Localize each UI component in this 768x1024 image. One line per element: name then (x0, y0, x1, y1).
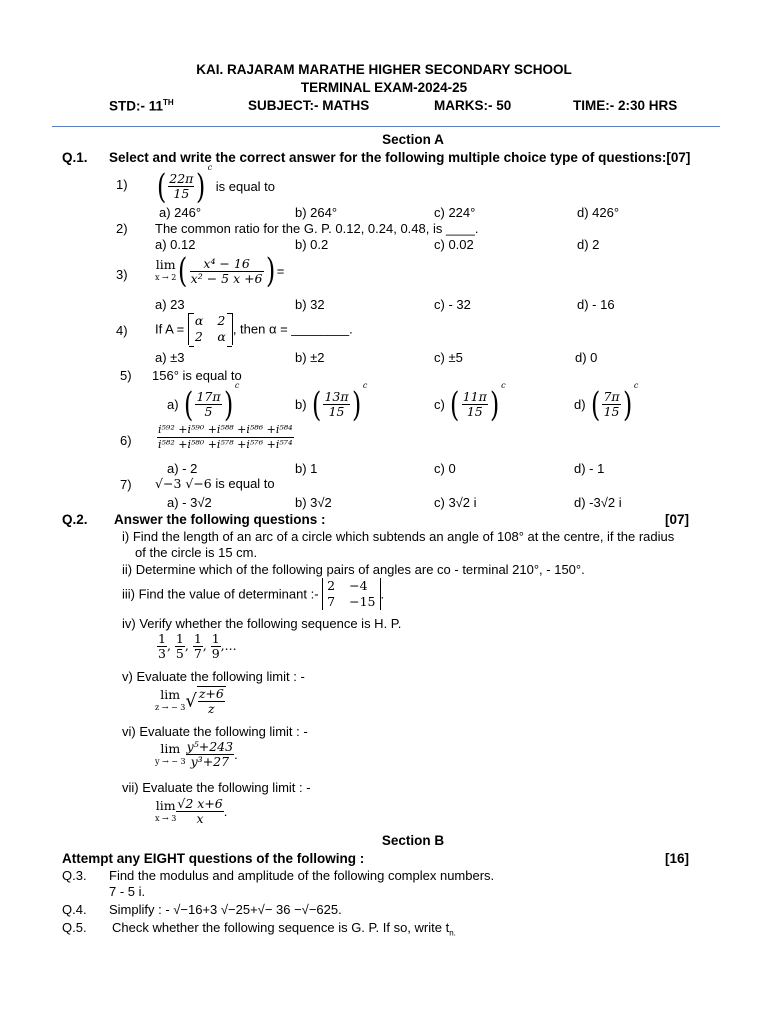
q1-item-7-option-c: c) 3√2 i (434, 495, 477, 510)
marks-label: MARKS:- 50 (434, 98, 512, 113)
q1-item-2-option-c: c) 0.02 (434, 237, 474, 252)
q1-item-1-number: 1) (116, 177, 128, 192)
q1-item-5-option-c: c) ( $\frac{11\pi}{15}$ ) $^c$ (434, 381, 506, 425)
std-label: STD:- 11TH (109, 98, 174, 114)
hp-sequence: $\frac{1}{3}$ , $\frac{1}{5}$ , $\frac{1}{7}$ , $\frac{1}{9}$ ,... (158, 631, 237, 661)
q2-part-iii: iii) Find the value of determinant :- 2 −4 7 −15 . (122, 578, 385, 609)
q1-item-2-option-b: b) 0.2 (295, 237, 329, 252)
section-a-title: Section A (382, 132, 444, 147)
q1-item-2-text: The common ratio for the G. P. 0.12, 0.24, 0.48, is ____. (155, 221, 479, 236)
school-name: KAI. RAJARAM MARATHE HIGHER SECONDARY SCHOOL (196, 62, 572, 77)
q2-part-ii: ii) Determine which of the following pairs of angles are co - terminal 210°, - 150°. (122, 562, 585, 577)
q1-item-3-option-b: b) 32 (295, 297, 325, 312)
section-b-marks: [16] (665, 851, 690, 866)
subject-label: SUBJECT:- MATHS (248, 98, 370, 113)
q2-number: Q.2. (62, 512, 88, 527)
q2-part-iv: iv) Verify whether the following sequence is H. P. (122, 616, 402, 631)
q2-part-vii-expression: lim x → 3 $\frac{√2 x+6}{x}$ . (155, 796, 228, 826)
q3-complex-number: 7 - 5 i. (109, 884, 146, 899)
q1-item-1-option-d: d) 426° (577, 205, 620, 220)
q1-item-3-expression: lim x → 2 ( $\frac{\text{x⁴ − 16}}{\text{x² − 5 x +6}}$ ) = (155, 251, 285, 291)
q1-item-4-option-d: d) 0 (575, 350, 598, 365)
q2-text: Answer the following questions : (114, 512, 326, 527)
q3-text: Find the modulus and amplitude of the following complex numbers. (109, 868, 495, 883)
q2-part-vi-expression: lim y → − 3 $\frac{\text{y⁵+243}}{\text{y³+27}}$ . (155, 739, 238, 769)
exam-title: TERMINAL EXAM-2024-25 (300, 80, 468, 95)
q1-item-3-option-a: a) 23 (155, 297, 185, 312)
q4-text: Simplify : - √−16+3 √−25+√− 36 −√−625. (109, 902, 342, 917)
q1-item-4-expression: If A = α 2 2 α , then α = ________. (155, 313, 353, 344)
q1-item-4-option-c: c) ±5 (434, 350, 463, 365)
q1-item-1-option-b: b) 264° (295, 205, 338, 220)
matrix-a: α 2 2 α (188, 313, 233, 345)
q1-item-3-option-d: d) - 16 (577, 297, 615, 312)
q1-item-5-option-d: d) ( $\frac{7\pi}{15}$ ) $^c$ (574, 381, 639, 425)
q1-item-1-expression: ( $\frac{22\pi}{15}$ ) $^c$ is equal to (156, 163, 276, 207)
section-b-heading: Attempt any EIGHT questions of the following : (62, 851, 365, 866)
q1-item-6-expression: $\frac{\text{i⁵⁹² +i⁵⁹⁰ +i⁵⁸⁸ +i⁵⁸⁶ +i⁵⁸⁴}}{\text{i⁵⁸² +i⁵⁸⁰ +i⁵⁷⁸ +i⁵⁷⁶ +i⁵⁷⁴}}$ (158, 423, 293, 451)
q5-text: Check whether the following sequence is G. P. If so, write $t_{n.}$ (112, 920, 456, 938)
determinant: 2 −4 7 −15 (322, 578, 380, 610)
q1-item-6-option-c: c) 0 (434, 461, 456, 476)
q1-item-6-option-a: a) - 2 (167, 461, 198, 476)
q1-item-7-option-d: d) -3√2 i (574, 495, 622, 510)
q4-number: Q.4. (62, 902, 87, 917)
time-label: TIME:- 2:30 HRS (573, 98, 678, 113)
q1-item-1-option-a: a) 246° (159, 205, 202, 220)
q1-item-2-option-a: a) 0.12 (155, 237, 196, 252)
q1-item-2-option-d: d) 2 (577, 237, 600, 252)
q5-number: Q.5. (62, 920, 87, 935)
q1-item-7-option-a: a) - 3√2 (167, 495, 212, 510)
q1-item-3-number: 3) (116, 267, 128, 282)
q1-text: Select and write the correct answer for the following multiple choice type of questions:[07] (109, 150, 691, 165)
q2-part-v: v) Evaluate the following limit : - (122, 669, 305, 684)
header-divider (52, 126, 720, 127)
q2-part-v-expression: lim z → − 3 √ $\frac{z+6}{z}$ (155, 686, 224, 716)
q1-number: Q.1. (62, 150, 88, 165)
q1-item-7-expression: √−3 √−6 is equal to (155, 476, 275, 491)
section-b-title: Section B (381, 833, 445, 848)
q1-item-5-option-a: a) ( $\frac{17\pi}{5}$ ) $^c$ (167, 381, 240, 425)
q1-item-3-option-c: c) - 32 (434, 297, 471, 312)
q1-item-2-number: 2) (116, 221, 128, 236)
q2-marks: [07] (665, 512, 690, 527)
q1-item-4-option-b: b) ±2 (295, 350, 325, 365)
q3-number: Q.3. (62, 868, 87, 883)
q1-item-6-number: 6) (120, 433, 132, 448)
q1-item-5-text: 156° is equal to (152, 368, 242, 383)
q1-item-4-option-a: a) ±3 (155, 350, 185, 365)
q2-part-i: i) Find the length of an arc of a circle which subtends an angle of 108° at the centre, if the radius (122, 529, 675, 544)
q1-item-4-number: 4) (116, 323, 128, 338)
q2-part-vii: vii) Evaluate the following limit : - (122, 780, 311, 795)
q1-item-6-option-d: d) - 1 (574, 461, 605, 476)
q1-item-5-number: 5) (120, 368, 132, 383)
q1-item-7-number: 7) (120, 477, 132, 492)
q1-item-1-option-c: c) 224° (434, 205, 476, 220)
q1-item-6-option-b: b) 1 (295, 461, 318, 476)
q1-item-7-option-b: b) 3√2 (295, 495, 332, 510)
q1-item-5-option-b: b) ( $\frac{13\pi}{15}$ ) $^c$ (295, 381, 368, 425)
q2-part-i-cont: of the circle is 15 cm. (135, 545, 258, 560)
q2-part-vi: vi) Evaluate the following limit : - (122, 724, 308, 739)
